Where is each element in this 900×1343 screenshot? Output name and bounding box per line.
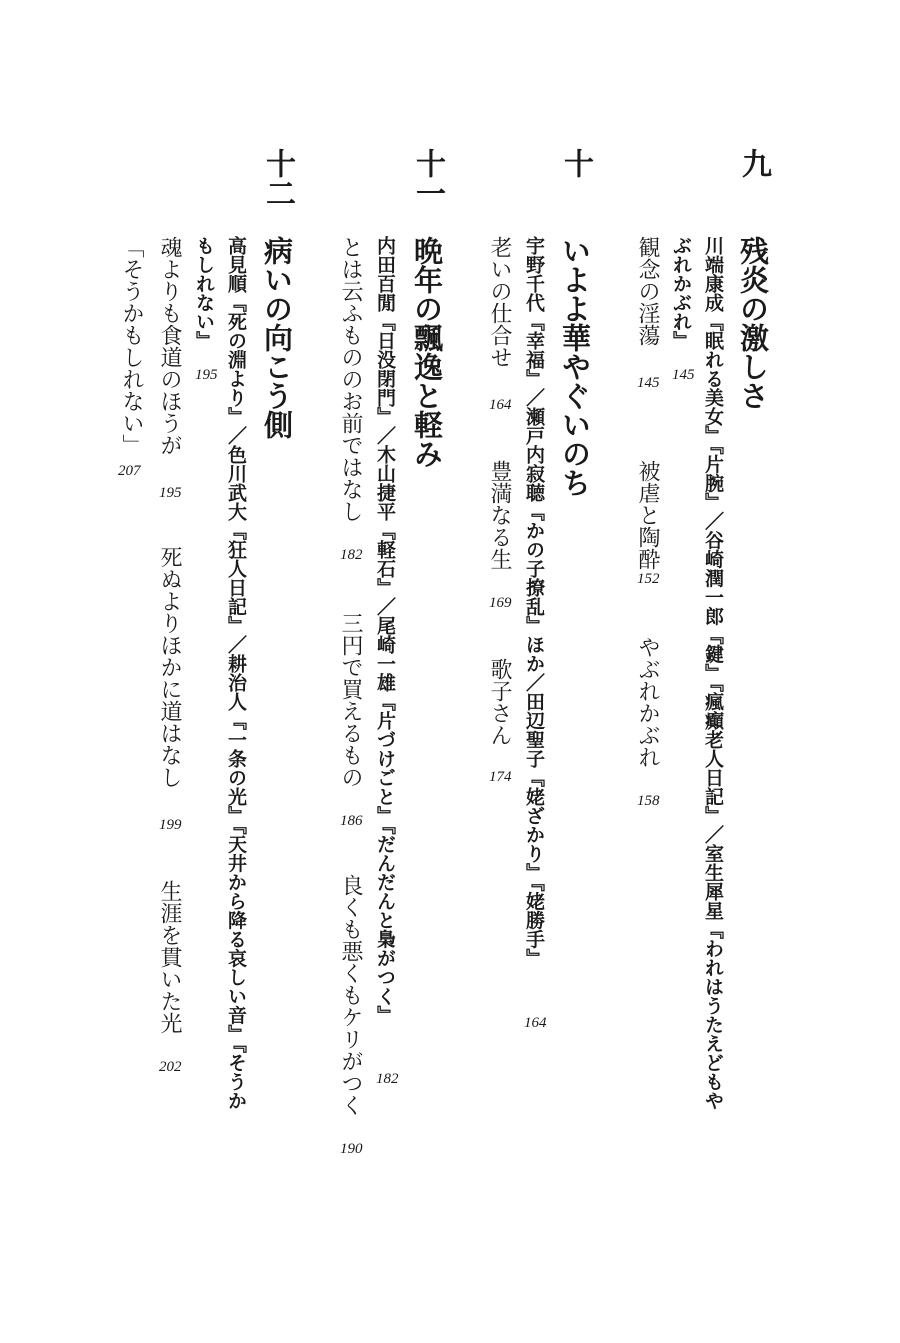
chapter-9-subtitle-page: 145: [672, 367, 695, 383]
section-page: 186: [340, 813, 363, 829]
chapter-10-subtitle-line1: 宇野千代『幸福』／瀬戸内寂聴『かの子撩乱』ほか／田辺聖子『姥ざかり』『姥勝手』: [523, 236, 545, 968]
section-page: 182: [340, 547, 363, 563]
chapter-11-number: 十一: [410, 148, 445, 208]
section-title: 三円で買えるもの: [338, 612, 363, 788]
section-title: 「そうかもしれない」: [119, 236, 144, 456]
chapter-12-number: 十二: [260, 148, 295, 208]
section-title: やぶれかぶれ: [635, 636, 660, 768]
section-title: 死ぬよりほかに道はなし: [157, 546, 182, 788]
section-title: 豊満なる生: [487, 460, 512, 570]
chapter-11-title: 晩年の飄逸と軽み: [410, 236, 444, 468]
chapter-12-title: 病いの向こう側: [260, 236, 294, 439]
chapter-9-subtitle-line2: ぶれかぶれ』: [670, 236, 692, 350]
section-title: 良くも悪くもケリがつく: [338, 874, 363, 1116]
chapter-12-subtitle-page: 195: [195, 367, 218, 383]
chapter-11-subtitle-line1: 内田百閒『日没閉門』／木山捷平『軽石』／尾崎一雄『片づけごと』『だんだんと梟がつく』: [374, 236, 396, 1025]
section-title: 生涯を貫いた光: [157, 880, 182, 1034]
section-title: 被虐と陶酔: [635, 460, 660, 570]
chapter-12-subtitle-line2: もしれない』: [193, 236, 215, 350]
chapter-10-number: 十: [558, 148, 593, 178]
chapter-10-subtitle-page: 164: [524, 1015, 547, 1031]
section-page: 145: [637, 375, 660, 391]
section-page: 202: [159, 1059, 182, 1075]
chapter-11-subtitle-page: 182: [376, 1071, 399, 1087]
section-title: 歌子さん: [487, 658, 512, 746]
section-title: 魂よりも食道のほうが: [157, 236, 182, 456]
section-title: とは云ふもののお前ではなし: [338, 236, 363, 522]
chapter-10-title: いよよ華やぐいのち: [558, 236, 592, 497]
section-page: 164: [489, 397, 512, 413]
section-page: 190: [340, 1141, 363, 1157]
chapter-9-title: 残炎の激しさ: [736, 236, 770, 410]
section-page: 169: [489, 595, 512, 611]
section-page: 195: [159, 485, 182, 501]
section-title: 観念の淫蕩: [635, 236, 660, 346]
section-page: 199: [159, 817, 182, 833]
section-page: 174: [489, 769, 512, 785]
section-page: 152: [637, 571, 660, 587]
section-title: 老いの仕合せ: [487, 236, 512, 368]
section-page: 207: [118, 463, 141, 479]
section-page: 158: [637, 793, 660, 809]
chapter-9-subtitle-line1: 川端康成『眠れる美女』『片腕』／谷崎潤一郎『鍵』『瘋癲老人日記』／室生犀星『われはうたえどもや: [702, 236, 724, 1110]
chapter-12-subtitle-line1: 高見順『死の淵より』／色川武大『狂人日記』／耕治人『一条の光』『天井から降る哀しい音』『そうか: [225, 236, 247, 1110]
chapter-9-number: 九: [736, 148, 771, 178]
